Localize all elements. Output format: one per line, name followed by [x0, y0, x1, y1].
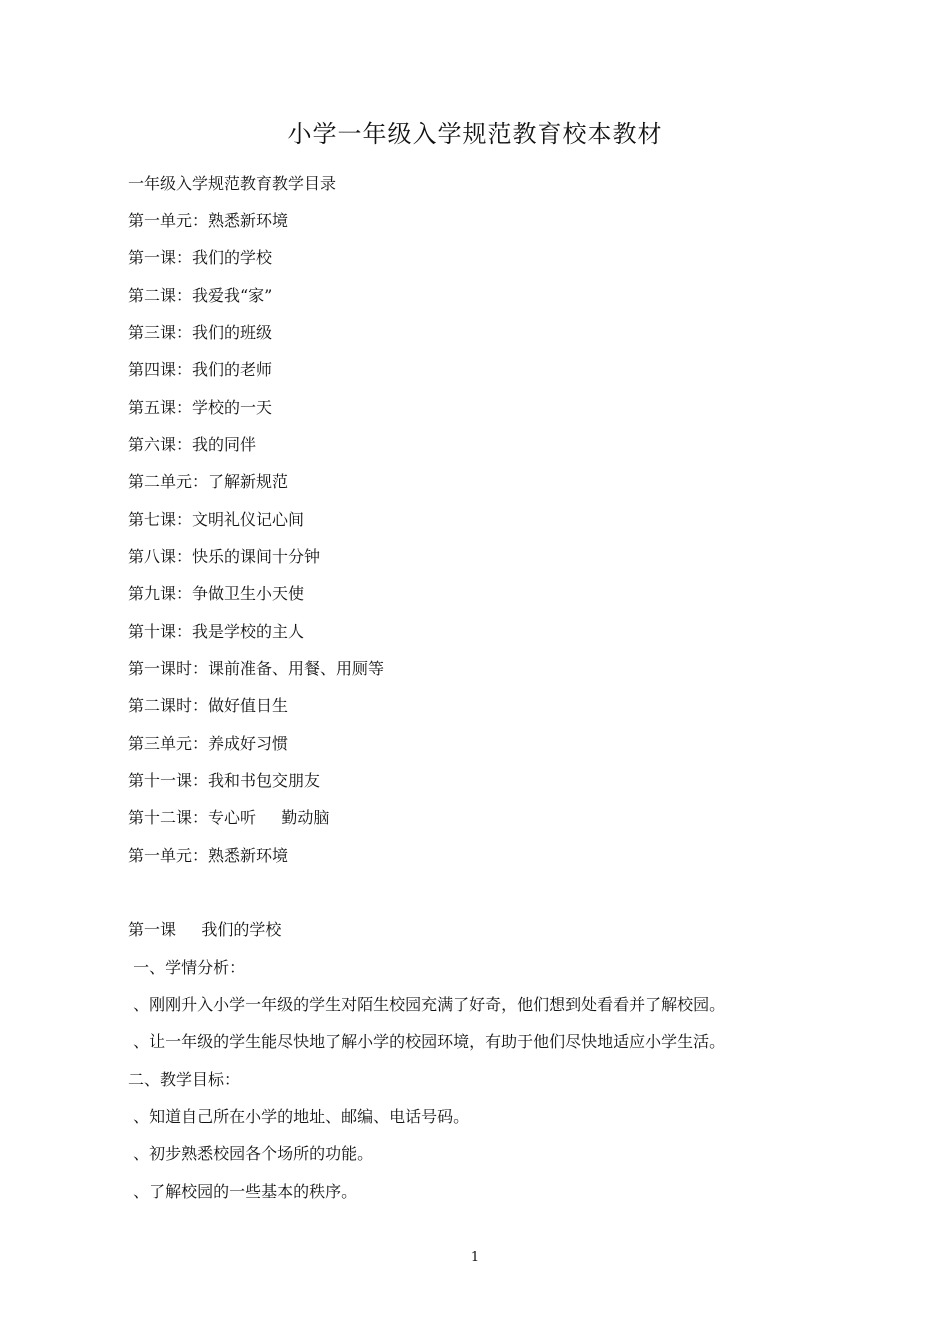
toc-heading: 一年级入学规范教育教学目录 [128, 174, 337, 193]
list-item: 、刚刚升入小学一年级的学生对陌生校园充满了好奇，他们想到处看看并了解校园。 [128, 995, 726, 1014]
list-item: 、初步熟悉校园各个场所的功能。 [128, 1144, 374, 1163]
toc-item: 第七课：文明礼仪记心间 [128, 510, 305, 529]
toc-item: 第二单元：了解新规范 [128, 472, 289, 491]
list-item: 、知道自己所在小学的地址、邮编、电话号码。 [128, 1107, 470, 1126]
toc-item: 第三课：我们的班级 [128, 323, 273, 342]
toc-item: 第八课：快乐的课间十分钟 [128, 547, 321, 566]
toc-item: 第十二课：专心听 勤动脑 [128, 808, 330, 827]
toc-item: 第一课：我们的学校 [128, 248, 273, 267]
toc-item: 第三单元：养成好习惯 [128, 734, 289, 753]
toc-item: 第十课：我是学校的主人 [128, 622, 305, 641]
list-item: 、了解校园的一些基本的秩序。 [128, 1182, 358, 1201]
lesson-heading: 第一课 我们的学校 [128, 920, 282, 939]
toc-item: 第二课：我爱我“家” [128, 286, 273, 305]
toc-item: 第一单元：熟悉新环境 [128, 211, 289, 230]
document-title: 小学一年级入学规范教育校本教材 [287, 120, 663, 148]
toc-item: 第一单元：熟悉新环境 [128, 846, 289, 865]
toc-item: 第九课：争做卫生小天使 [128, 584, 305, 603]
section-heading-analysis: 一、学情分析： [128, 958, 246, 977]
section-heading-goals: 二、教学目标： [128, 1070, 241, 1089]
list-item: 、让一年级的学生能尽快地了解小学的校园环境，有助于他们尽快地适应小学生活。 [128, 1032, 726, 1051]
toc-item: 第二课时：做好值日生 [128, 696, 289, 715]
toc-item: 第十一课：我和书包交朋友 [128, 771, 321, 790]
toc-item: 第五课：学校的一天 [128, 398, 273, 417]
toc-item: 第一课时：课前准备、用餐、用厕等 [128, 659, 385, 678]
page-number: 1 [470, 1250, 480, 1265]
toc-item: 第四课：我们的老师 [128, 360, 273, 379]
toc-item: 第六课：我的同伴 [128, 435, 257, 454]
